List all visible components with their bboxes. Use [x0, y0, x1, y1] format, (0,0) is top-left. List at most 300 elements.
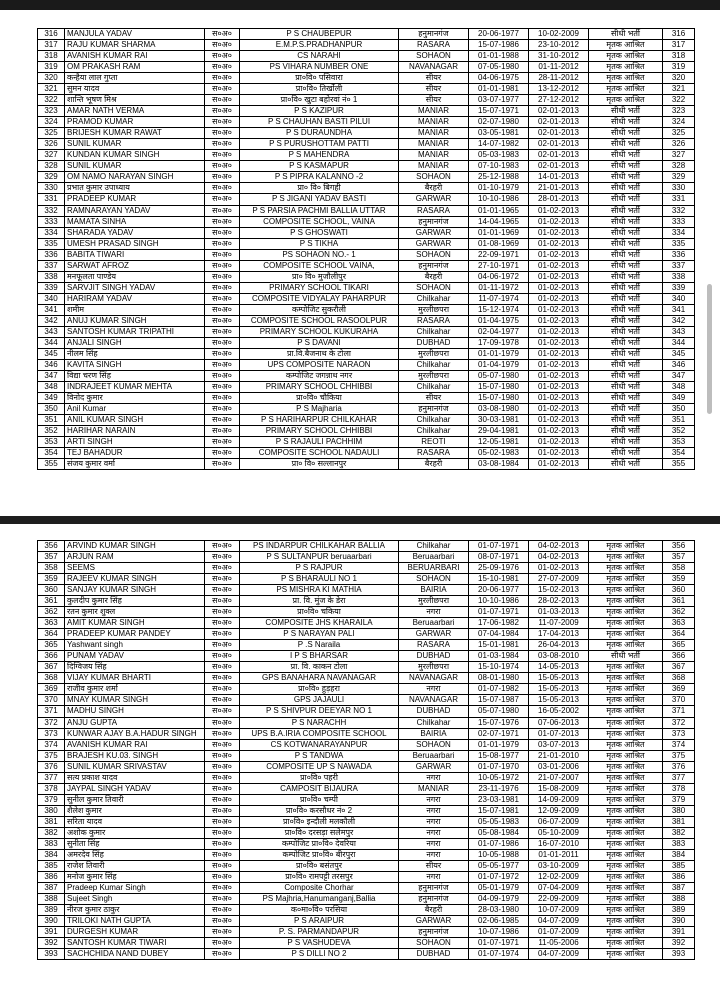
- designation-cell: स०अ०: [205, 161, 240, 172]
- designation-cell: स०अ०: [205, 949, 240, 960]
- table-row: [38, 382, 695, 393]
- joining-date-cell: 11-05-2006: [529, 938, 589, 949]
- table-row: [38, 437, 695, 448]
- serial-no-cell: 336: [38, 249, 65, 260]
- appointment-type-cell: मृतक आश्रित: [589, 838, 663, 849]
- joining-date-cell: 01-02-2013: [529, 459, 589, 470]
- school-name-cell: PRIMARY SCHOOL CHHIBBI: [240, 426, 399, 437]
- appointment-type-cell: सीधी भर्ती: [589, 459, 663, 470]
- school-name-cell: COMPOSITE SCHOOL VAINA,: [240, 260, 399, 271]
- designation-cell: स०अ०: [205, 382, 240, 393]
- teacher-name-cell: PRADEEP KUMAR PANDEY: [65, 629, 205, 640]
- table-row: [38, 370, 695, 381]
- designation-cell: स०अ०: [205, 717, 240, 728]
- date-of-birth-cell: 15-07-1980: [469, 393, 529, 404]
- table-row: [38, 662, 695, 673]
- block-cell: नगरा: [399, 805, 469, 816]
- serial-no-cell: 379: [38, 794, 65, 805]
- date-of-birth-cell: 01-03-1984: [469, 651, 529, 662]
- school-name-cell: COMPOSITE SCHOOL, VAINA: [240, 216, 399, 227]
- table-row: [38, 684, 695, 695]
- joining-date-cell: 01-02-2013: [529, 563, 589, 574]
- appointment-type-cell: मृतक आश्रित: [589, 761, 663, 772]
- joining-date-cell: 07-04-2009: [529, 882, 589, 893]
- table-row: [38, 150, 695, 161]
- table-row: [38, 227, 695, 238]
- school-name-cell: P S PURUSHOTTAM PATTI: [240, 139, 399, 150]
- serial-no-right-cell: 388: [663, 894, 695, 905]
- serial-no-right-cell: 316: [663, 29, 695, 40]
- serial-no-right-cell: 373: [663, 728, 695, 739]
- teacher-name-cell: Yashwant singh: [65, 640, 205, 651]
- date-of-birth-cell: 30-03-1981: [469, 415, 529, 426]
- appointment-type-cell: सीधी भर्ती: [589, 106, 663, 117]
- block-cell: Chilkahar: [399, 415, 469, 426]
- serial-no-right-cell: 339: [663, 282, 695, 293]
- serial-no-right-cell: 358: [663, 563, 695, 574]
- date-of-birth-cell: 04-09-1979: [469, 894, 529, 905]
- joining-date-cell: 01-02-2013: [529, 382, 589, 393]
- joining-date-cell: 10-07-2009: [529, 905, 589, 916]
- appointment-type-cell: सीधी भर्ती: [589, 293, 663, 304]
- block-cell: हनुमानगंज: [399, 260, 469, 271]
- serial-no-cell: 328: [38, 161, 65, 172]
- serial-no-cell: 390: [38, 916, 65, 927]
- teacher-name-cell: शान्ति भूषण मिश्र: [65, 95, 205, 106]
- date-of-birth-cell: 05-07-1980: [469, 370, 529, 381]
- table-row: [38, 216, 695, 227]
- designation-cell: स०अ०: [205, 585, 240, 596]
- teacher-list-table-2: [37, 540, 694, 960]
- serial-no-cell: 352: [38, 426, 65, 437]
- teacher-name-cell: मनफूलता पाण्डेय: [65, 271, 205, 282]
- serial-no-cell: 343: [38, 326, 65, 337]
- joining-date-cell: 02-01-2013: [529, 117, 589, 128]
- school-name-cell: प्रा०वि० चम्पी: [240, 794, 399, 805]
- table-row: [38, 293, 695, 304]
- designation-cell: स०अ०: [205, 172, 240, 183]
- teacher-name-cell: RAMNARAYAN YADAV: [65, 205, 205, 216]
- appointment-type-cell: सीधी भर्ती: [589, 161, 663, 172]
- block-cell: Beruaarbari: [399, 552, 469, 563]
- appointment-type-cell: मृतक आश्रित: [589, 816, 663, 827]
- serial-no-right-cell: 357: [663, 552, 695, 563]
- teacher-name-cell: नीलम सिंह: [65, 348, 205, 359]
- joining-date-cell: 13-12-2012: [529, 84, 589, 95]
- block-cell: मुरलीछपरा: [399, 662, 469, 673]
- teacher-name-cell: UMESH PRASAD SINGH: [65, 238, 205, 249]
- designation-cell: स०अ०: [205, 260, 240, 271]
- appointment-type-cell: मृतक आश्रित: [589, 40, 663, 51]
- appointment-type-cell: मृतक आश्रित: [589, 541, 663, 552]
- table-row: [38, 695, 695, 706]
- school-name-cell: P S SHIVPUR DEEYAR NO 1: [240, 706, 399, 717]
- serial-no-cell: 318: [38, 51, 65, 62]
- block-cell: Chilkahar: [399, 717, 469, 728]
- date-of-birth-cell: 02-07-1971: [469, 728, 529, 739]
- date-of-birth-cell: 01-07-1986: [469, 838, 529, 849]
- teacher-name-cell: MAMATA SINHA: [65, 216, 205, 227]
- teacher-name-cell: सुमन यादव: [65, 84, 205, 95]
- block-cell: REOTI: [399, 437, 469, 448]
- date-of-birth-cell: 08-01-1980: [469, 673, 529, 684]
- date-of-birth-cell: 04-06-1972: [469, 271, 529, 282]
- designation-cell: स०अ०: [205, 304, 240, 315]
- serial-no-cell: 337: [38, 260, 65, 271]
- school-name-cell: कम्पोजिट प्रा०वि० देवरिया: [240, 838, 399, 849]
- school-name-cell: P S DURAUNDHA: [240, 128, 399, 139]
- block-cell: GARWAR: [399, 227, 469, 238]
- appointment-type-cell: सीधी भर्ती: [589, 128, 663, 139]
- designation-cell: स०अ०: [205, 426, 240, 437]
- school-name-cell: P S NARAYAN PALI: [240, 629, 399, 640]
- block-cell: GARWAR: [399, 238, 469, 249]
- teacher-name-cell: अमरदेव सिंह: [65, 849, 205, 860]
- serial-no-cell: 392: [38, 938, 65, 949]
- serial-no-cell: 330: [38, 183, 65, 194]
- teacher-name-cell: कन्हैया लाल गुप्ता: [65, 73, 205, 84]
- designation-cell: स०अ०: [205, 849, 240, 860]
- appointment-type-cell: मृतक आश्रित: [589, 684, 663, 695]
- joining-date-cell: 01-07-2009: [529, 927, 589, 938]
- appointment-type-cell: मृतक आश्रित: [589, 894, 663, 905]
- school-name-cell: CS NARAHI: [240, 51, 399, 62]
- teacher-name-cell: RAJEEV KUMAR SINGH: [65, 574, 205, 585]
- teacher-name-cell: कुलदीप कुमार सिंह: [65, 596, 205, 607]
- teacher-name-cell: PRAMOD KUMAR: [65, 117, 205, 128]
- school-name-cell: PRIMARY SCHOOL KUKURAHA: [240, 326, 399, 337]
- designation-cell: स०अ०: [205, 552, 240, 563]
- teacher-name-cell: MANJULA YADAV: [65, 29, 205, 40]
- serial-no-cell: 335: [38, 238, 65, 249]
- block-cell: MANIAR: [399, 161, 469, 172]
- school-name-cell: P S TANDWA: [240, 750, 399, 761]
- serial-no-cell: 348: [38, 382, 65, 393]
- joining-date-cell: 01-02-2013: [529, 404, 589, 415]
- designation-cell: स०अ०: [205, 860, 240, 871]
- table-row: [38, 172, 695, 183]
- block-cell: GARWAR: [399, 761, 469, 772]
- appointment-type-cell: मृतक आश्रित: [589, 750, 663, 761]
- block-cell: बैरहरी: [399, 459, 469, 470]
- table-row: [38, 794, 695, 805]
- school-name-cell: GPS JAJAULI: [240, 695, 399, 706]
- school-name-cell: कम्पोजिट जगन्नाथ नगर: [240, 370, 399, 381]
- serial-no-cell: 365: [38, 640, 65, 651]
- designation-cell: स०अ०: [205, 337, 240, 348]
- block-cell: SOHAON: [399, 938, 469, 949]
- serial-no-cell: 338: [38, 271, 65, 282]
- school-name-cell: COMPOSITE UP S NAWADA: [240, 761, 399, 772]
- joining-date-cell: 05-10-2009: [529, 827, 589, 838]
- serial-no-cell: 356: [38, 541, 65, 552]
- table-row: [38, 183, 695, 194]
- serial-no-cell: 329: [38, 172, 65, 183]
- block-cell: मुरलीछपरा: [399, 370, 469, 381]
- school-name-cell: प्रा०वि० हुड़हरा: [240, 684, 399, 695]
- block-cell: हनुमानगंज: [399, 894, 469, 905]
- joining-date-cell: 01-02-2013: [529, 304, 589, 315]
- date-of-birth-cell: 01-04-1975: [469, 315, 529, 326]
- teacher-name-cell: HARIHAR NARAIN: [65, 426, 205, 437]
- designation-cell: स०अ०: [205, 128, 240, 139]
- serial-no-right-cell: 370: [663, 695, 695, 706]
- block-cell: MANIAR: [399, 783, 469, 794]
- serial-no-cell: 360: [38, 585, 65, 596]
- school-name-cell: P S PIPRA KALANNO -2: [240, 172, 399, 183]
- block-cell: सीयर: [399, 860, 469, 871]
- serial-no-cell: 359: [38, 574, 65, 585]
- block-cell: सीयर: [399, 393, 469, 404]
- block-cell: BAIRIA: [399, 585, 469, 596]
- serial-no-right-cell: 340: [663, 293, 695, 304]
- school-name-cell: प्रा० वि० मुजौलीपुर: [240, 271, 399, 282]
- serial-no-right-cell: 341: [663, 304, 695, 315]
- serial-no-cell: 366: [38, 651, 65, 662]
- serial-no-cell: 361: [38, 596, 65, 607]
- appointment-type-cell: सीधी भर्ती: [589, 216, 663, 227]
- teacher-name-cell: विनोद कुमार: [65, 393, 205, 404]
- school-name-cell: UPS COMPOSITE NARAON: [240, 359, 399, 370]
- table-row: [38, 772, 695, 783]
- date-of-birth-cell: 25-12-1988: [469, 172, 529, 183]
- joining-date-cell: 01-02-2013: [529, 448, 589, 459]
- appointment-type-cell: मृतक आश्रित: [589, 629, 663, 640]
- teacher-name-cell: KUNWAR AJAY B.A.HADUR SINGH: [65, 728, 205, 739]
- designation-cell: स०अ०: [205, 205, 240, 216]
- designation-cell: स०अ०: [205, 750, 240, 761]
- designation-cell: स०अ०: [205, 370, 240, 381]
- teacher-name-cell: SEEMS: [65, 563, 205, 574]
- table-row: [38, 326, 695, 337]
- appointment-type-cell: मृतक आश्रित: [589, 783, 663, 794]
- appointment-type-cell: मृतक आश्रित: [589, 949, 663, 960]
- school-name-cell: P S RAJPUR: [240, 563, 399, 574]
- joining-date-cell: 14-05-2013: [529, 662, 589, 673]
- designation-cell: स०अ०: [205, 894, 240, 905]
- appointment-type-cell: सीधी भर्ती: [589, 139, 663, 150]
- vertical-scrollbar-thumb[interactable]: [707, 284, 712, 414]
- table-row: [38, 905, 695, 916]
- date-of-birth-cell: 10-07-1986: [469, 927, 529, 938]
- serial-no-cell: 374: [38, 739, 65, 750]
- teacher-name-cell: ARTI SINGH: [65, 437, 205, 448]
- serial-no-right-cell: 352: [663, 426, 695, 437]
- block-cell: NAVANAGAR: [399, 62, 469, 73]
- serial-no-right-cell: 374: [663, 739, 695, 750]
- appointment-type-cell: मृतक आश्रित: [589, 62, 663, 73]
- serial-no-cell: 320: [38, 73, 65, 84]
- designation-cell: स०अ०: [205, 437, 240, 448]
- designation-cell: स०अ०: [205, 794, 240, 805]
- serial-no-cell: 393: [38, 949, 65, 960]
- date-of-birth-cell: 03-08-1980: [469, 404, 529, 415]
- designation-cell: स०अ०: [205, 662, 240, 673]
- appointment-type-cell: मृतक आश्रित: [589, 916, 663, 927]
- serial-no-right-cell: 384: [663, 849, 695, 860]
- school-name-cell: PS INDARPUR CHILKAHAR BALLIA: [240, 541, 399, 552]
- block-cell: हनुमानगंज: [399, 882, 469, 893]
- appointment-type-cell: सीधी भर्ती: [589, 205, 663, 216]
- date-of-birth-cell: 28-03-1980: [469, 905, 529, 916]
- date-of-birth-cell: 10-10-1986: [469, 194, 529, 205]
- designation-cell: स०अ०: [205, 139, 240, 150]
- date-of-birth-cell: 01-04-1979: [469, 359, 529, 370]
- joining-date-cell: 01-02-2013: [529, 293, 589, 304]
- table-row: [38, 927, 695, 938]
- teacher-name-cell: विद्या चरण सिंह: [65, 370, 205, 381]
- designation-cell: स०अ०: [205, 227, 240, 238]
- school-name-cell: GPS BANAHARA NAVANAGAR: [240, 673, 399, 684]
- designation-cell: स०अ०: [205, 348, 240, 359]
- school-name-cell: प्रा.वि.बैजनाथ के टोला: [240, 348, 399, 359]
- school-name-cell: प्रा०वि० करसौधर नं० 2: [240, 805, 399, 816]
- appointment-type-cell: मृतक आश्रित: [589, 618, 663, 629]
- school-name-cell: प्रा० वि० सल्लानपुर: [240, 459, 399, 470]
- joining-date-cell: 02-01-2013: [529, 128, 589, 139]
- joining-date-cell: 04-02-2013: [529, 552, 589, 563]
- school-name-cell: प्रा०वि० बसंतपुर: [240, 860, 399, 871]
- teacher-name-cell: DURGESH KUMAR: [65, 927, 205, 938]
- designation-cell: स०अ०: [205, 805, 240, 816]
- designation-cell: स०अ०: [205, 927, 240, 938]
- school-name-cell: P S NARACHH: [240, 717, 399, 728]
- serial-no-right-cell: 366: [663, 651, 695, 662]
- serial-no-cell: 384: [38, 849, 65, 860]
- date-of-birth-cell: 02-07-1980: [469, 117, 529, 128]
- joining-date-cell: 01-02-2013: [529, 260, 589, 271]
- date-of-birth-cell: 15-10-1974: [469, 662, 529, 673]
- designation-cell: स०अ०: [205, 684, 240, 695]
- serial-no-right-cell: 344: [663, 337, 695, 348]
- serial-no-right-cell: 390: [663, 916, 695, 927]
- teacher-name-cell: शैलेश कुमार: [65, 805, 205, 816]
- top-edge-band: [0, 0, 720, 10]
- school-name-cell: PS Majhria,Hanumanganj,Ballia: [240, 894, 399, 905]
- date-of-birth-cell: 03-08-1984: [469, 459, 529, 470]
- serial-no-cell: 381: [38, 816, 65, 827]
- table-row: [38, 260, 695, 271]
- serial-no-right-cell: 371: [663, 706, 695, 717]
- table-row: [38, 62, 695, 73]
- joining-date-cell: 02-01-2013: [529, 161, 589, 172]
- appointment-type-cell: मृतक आश्रित: [589, 882, 663, 893]
- table-row: [38, 404, 695, 415]
- serial-no-right-cell: 386: [663, 871, 695, 882]
- joining-date-cell: 01-03-2013: [529, 607, 589, 618]
- block-cell: RASARA: [399, 40, 469, 51]
- block-cell: SOHAON: [399, 51, 469, 62]
- appointment-type-cell: सीधी भर्ती: [589, 227, 663, 238]
- teacher-name-cell: राजीव कुमार शर्मा: [65, 684, 205, 695]
- serial-no-right-cell: 365: [663, 640, 695, 651]
- teacher-name-cell: KAVITA SINGH: [65, 359, 205, 370]
- block-cell: Chilkahar: [399, 359, 469, 370]
- teacher-name-cell: Anil Kumar: [65, 404, 205, 415]
- appointment-type-cell: सीधी भर्ती: [589, 426, 663, 437]
- appointment-type-cell: मृतक आश्रित: [589, 739, 663, 750]
- date-of-birth-cell: 05-08-1984: [469, 827, 529, 838]
- designation-cell: स०अ०: [205, 916, 240, 927]
- appointment-type-cell: मृतक आश्रित: [589, 938, 663, 949]
- teacher-name-cell: VIJAY KUMAR BHARTI: [65, 673, 205, 684]
- teacher-name-cell: SUNIL KUMAR: [65, 139, 205, 150]
- table-row: [38, 607, 695, 618]
- table-row: [38, 117, 695, 128]
- serial-no-right-cell: 331: [663, 194, 695, 205]
- designation-cell: स०अ०: [205, 282, 240, 293]
- designation-cell: स०अ०: [205, 761, 240, 772]
- designation-cell: स०अ०: [205, 673, 240, 684]
- block-cell: RASARA: [399, 448, 469, 459]
- serial-no-cell: 319: [38, 62, 65, 73]
- table-row: [38, 860, 695, 871]
- table-row: [38, 128, 695, 139]
- joining-date-cell: 01-02-2013: [529, 216, 589, 227]
- school-name-cell: P S MAHENDRA: [240, 150, 399, 161]
- joining-date-cell: 14-01-2013: [529, 172, 589, 183]
- designation-cell: स०अ०: [205, 728, 240, 739]
- date-of-birth-cell: 15-01-1981: [469, 640, 529, 651]
- table-row: [38, 459, 695, 470]
- serial-no-right-cell: 343: [663, 326, 695, 337]
- block-cell: RASARA: [399, 205, 469, 216]
- serial-no-cell: 354: [38, 448, 65, 459]
- serial-no-right-cell: 389: [663, 905, 695, 916]
- joining-date-cell: 31-10-2012: [529, 51, 589, 62]
- serial-no-right-cell: 317: [663, 40, 695, 51]
- joining-date-cell: 01-02-2013: [529, 348, 589, 359]
- serial-no-cell: 383: [38, 838, 65, 849]
- date-of-birth-cell: 15-07-1971: [469, 106, 529, 117]
- serial-no-cell: 391: [38, 927, 65, 938]
- designation-cell: स०अ०: [205, 640, 240, 651]
- designation-cell: स०अ०: [205, 293, 240, 304]
- appointment-type-cell: सीधी भर्ती: [589, 393, 663, 404]
- date-of-birth-cell: 07-04-1984: [469, 629, 529, 640]
- school-name-cell: P S GHOSWATI: [240, 227, 399, 238]
- teacher-name-cell: AMIT KUMAR SINGH: [65, 618, 205, 629]
- table-row: [38, 426, 695, 437]
- joining-date-cell: 27-12-2012: [529, 95, 589, 106]
- teacher-name-cell: ANJALI SINGH: [65, 337, 205, 348]
- appointment-type-cell: सीधी भर्ती: [589, 29, 663, 40]
- table-row: [38, 849, 695, 860]
- date-of-birth-cell: 01-07-1971: [469, 541, 529, 552]
- designation-cell: स०अ०: [205, 106, 240, 117]
- serial-no-right-cell: 333: [663, 216, 695, 227]
- teacher-name-cell: प्रभात कुमार उपाध्याय: [65, 183, 205, 194]
- school-name-cell: COMPOSITE VIDYALAY PAHARPUR: [240, 293, 399, 304]
- serial-no-cell: 332: [38, 205, 65, 216]
- joining-date-cell: 01-02-2013: [529, 227, 589, 238]
- joining-date-cell: 01-02-2013: [529, 370, 589, 381]
- designation-cell: स०अ०: [205, 216, 240, 227]
- serial-no-cell: 322: [38, 95, 65, 106]
- serial-no-cell: 358: [38, 563, 65, 574]
- date-of-birth-cell: 15-10-1981: [469, 574, 529, 585]
- serial-no-right-cell: 377: [663, 772, 695, 783]
- joining-date-cell: 23-10-2012: [529, 40, 589, 51]
- appointment-type-cell: सीधी भर्ती: [589, 326, 663, 337]
- table-row: [38, 816, 695, 827]
- date-of-birth-cell: 05-03-1983: [469, 150, 529, 161]
- block-cell: नगरा: [399, 838, 469, 849]
- date-of-birth-cell: 01-07-1971: [469, 607, 529, 618]
- table-row: [38, 629, 695, 640]
- table-row: [38, 717, 695, 728]
- appointment-type-cell: सीधी भर्ती: [589, 117, 663, 128]
